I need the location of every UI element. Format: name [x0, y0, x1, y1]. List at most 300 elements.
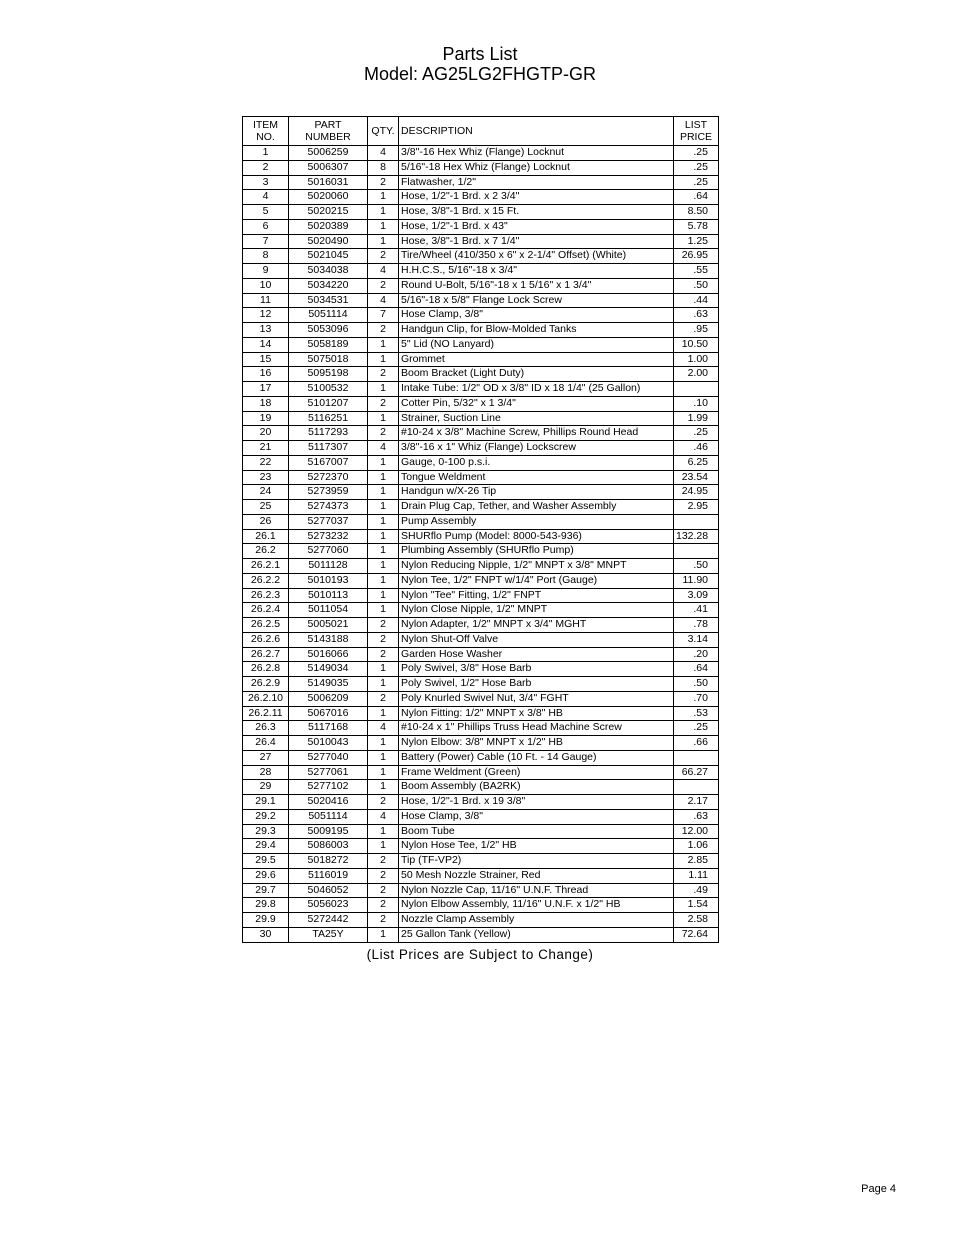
part-number-cell: 5100532: [289, 382, 368, 397]
qty-cell: 4: [368, 264, 399, 279]
qty-cell: 1: [368, 927, 399, 942]
table-row: [243, 883, 719, 898]
qty-cell: 1: [368, 352, 399, 367]
table-row: [243, 824, 719, 839]
list-price-cell: 3.09: [674, 588, 719, 603]
qty-cell: 2: [368, 618, 399, 633]
part-number-cell: 5075018: [289, 352, 368, 367]
item-no-cell: 29.3: [243, 824, 289, 839]
item-no-cell: 9: [243, 264, 289, 279]
list-price-cell: 3.14: [674, 632, 719, 647]
part-number-cell: 5117293: [289, 426, 368, 441]
list-price-cell: .25: [674, 146, 719, 161]
item-no-cell: 26.2.9: [243, 677, 289, 692]
item-no-cell: 30: [243, 927, 289, 942]
part-number-cell: 5053096: [289, 323, 368, 338]
description-cell: Hose, 1/2"-1 Brd. x 43": [399, 219, 674, 234]
price-disclaimer: (List Prices are Subject to Change): [366, 947, 594, 962]
qty-cell: 4: [368, 441, 399, 456]
item-no-cell: 26.2.5: [243, 618, 289, 633]
part-number-cell: 5016066: [289, 647, 368, 662]
description-cell: 3/8"-16 Hex Whiz (Flange) Locknut: [399, 146, 674, 161]
list-price-cell: .25: [674, 160, 719, 175]
description-cell: Nylon Shut-Off Valve: [399, 632, 674, 647]
list-price-cell: .66: [674, 736, 719, 751]
table-row: [243, 367, 719, 382]
table-row: [243, 854, 719, 869]
qty-cell: 2: [368, 913, 399, 928]
item-no-cell: 26.2: [243, 544, 289, 559]
part-number-cell: 5143188: [289, 632, 368, 647]
item-no-cell: 23: [243, 470, 289, 485]
list-price-cell: 10.50: [674, 337, 719, 352]
list-price-cell: .70: [674, 691, 719, 706]
qty-cell: 1: [368, 839, 399, 854]
qty-cell: 1: [368, 234, 399, 249]
qty-cell: 1: [368, 824, 399, 839]
qty-cell: 2: [368, 854, 399, 869]
description-cell: Drain Plug Cap, Tether, and Washer Assembly: [399, 500, 674, 515]
qty-cell: 1: [368, 677, 399, 692]
table-row: [243, 411, 719, 426]
page-title: Parts List: [442, 44, 518, 64]
description-cell: 3/8"-16 x 1" Whiz (Flange) Lockscrew: [399, 441, 674, 456]
description-cell: Boom Assembly (BA2RK): [399, 780, 674, 795]
part-number-cell: 5277102: [289, 780, 368, 795]
description-cell: 50 Mesh Nozzle Strainer, Red: [399, 868, 674, 883]
item-no-cell: 18: [243, 396, 289, 411]
qty-cell: 1: [368, 337, 399, 352]
table-row: [243, 455, 719, 470]
list-price-cell: 1.54: [674, 898, 719, 913]
header-list-price: LIST PRICE: [674, 117, 719, 146]
part-number-cell: 5011054: [289, 603, 368, 618]
description-cell: Frame Weldment (Green): [399, 765, 674, 780]
qty-cell: 1: [368, 455, 399, 470]
description-cell: 25 Gallon Tank (Yellow): [399, 927, 674, 942]
description-cell: #10-24 x 3/8" Machine Screw, Phillips Round Head: [399, 426, 674, 441]
item-no-cell: 29.9: [243, 913, 289, 928]
part-number-cell: 5273232: [289, 529, 368, 544]
table-row: [243, 308, 719, 323]
table-row: [243, 544, 719, 559]
table-row: [243, 780, 719, 795]
table-row: [243, 323, 719, 338]
description-cell: Nylon "Tee" Fitting, 1/2" FNPT: [399, 588, 674, 603]
item-no-cell: 17: [243, 382, 289, 397]
item-no-cell: 27: [243, 750, 289, 765]
table-row: [243, 632, 719, 647]
qty-cell: 2: [368, 691, 399, 706]
qty-cell: 1: [368, 485, 399, 500]
table-row: [243, 721, 719, 736]
table-row: [243, 529, 719, 544]
qty-cell: 1: [368, 736, 399, 751]
item-no-cell: 16: [243, 367, 289, 382]
description-cell: Nylon Close Nipple, 1/2" MNPT: [399, 603, 674, 618]
description-cell: Garden Hose Washer: [399, 647, 674, 662]
part-number-cell: 5277060: [289, 544, 368, 559]
description-cell: Poly Swivel, 3/8" Hose Barb: [399, 662, 674, 677]
description-cell: Tongue Weldment: [399, 470, 674, 485]
list-price-cell: .63: [674, 308, 719, 323]
description-cell: Boom Bracket (Light Duty): [399, 367, 674, 382]
item-no-cell: 26.3: [243, 721, 289, 736]
table-header-row: [243, 117, 719, 146]
part-number-cell: 5058189: [289, 337, 368, 352]
item-no-cell: 2: [243, 160, 289, 175]
list-price-cell: .10: [674, 396, 719, 411]
qty-cell: 1: [368, 514, 399, 529]
description-cell: Hose, 3/8"-1 Brd. x 15 Ft.: [399, 205, 674, 220]
part-number-cell: 5016031: [289, 175, 368, 190]
table-row: [243, 559, 719, 574]
part-number-cell: 5018272: [289, 854, 368, 869]
list-price-cell: 2.95: [674, 500, 719, 515]
description-cell: Hose, 3/8"-1 Brd. x 7 1/4": [399, 234, 674, 249]
table-row: [243, 647, 719, 662]
item-no-cell: 28: [243, 765, 289, 780]
table-row: [243, 706, 719, 721]
description-cell: Battery (Power) Cable (10 Ft. - 14 Gauge): [399, 750, 674, 765]
qty-cell: 4: [368, 293, 399, 308]
qty-cell: 2: [368, 396, 399, 411]
description-cell: Flatwasher, 1/2": [399, 175, 674, 190]
list-price-cell: 132.28: [674, 529, 719, 544]
part-number-cell: 5046052: [289, 883, 368, 898]
item-no-cell: 14: [243, 337, 289, 352]
part-number-cell: 5277040: [289, 750, 368, 765]
part-number-cell: 5021045: [289, 249, 368, 264]
table-row: [243, 205, 719, 220]
list-price-cell: .41: [674, 603, 719, 618]
list-price-cell: 1.06: [674, 839, 719, 854]
description-cell: Nozzle Clamp Assembly: [399, 913, 674, 928]
table-row: [243, 795, 719, 810]
list-price-cell: .50: [674, 677, 719, 692]
table-row: [243, 765, 719, 780]
table-row: [243, 736, 719, 751]
part-number-cell: 5010043: [289, 736, 368, 751]
list-price-cell: 66.27: [674, 765, 719, 780]
list-price-cell: 2.58: [674, 913, 719, 928]
list-price-cell: .78: [674, 618, 719, 633]
item-no-cell: 29: [243, 780, 289, 795]
part-number-cell: 5034220: [289, 278, 368, 293]
list-price-cell: [674, 780, 719, 795]
part-number-cell: 5095198: [289, 367, 368, 382]
part-number-cell: 5277061: [289, 765, 368, 780]
part-number-cell: 5051114: [289, 308, 368, 323]
qty-cell: 2: [368, 647, 399, 662]
title-block: [0, 44, 954, 84]
list-price-cell: [674, 514, 719, 529]
description-cell: Nylon Fitting: 1/2" MNPT x 3/8" HB: [399, 706, 674, 721]
qty-cell: 1: [368, 559, 399, 574]
table-row: [243, 514, 719, 529]
part-number-cell: 5010113: [289, 588, 368, 603]
list-price-cell: .20: [674, 647, 719, 662]
part-number-cell: 5011128: [289, 559, 368, 574]
qty-cell: 1: [368, 573, 399, 588]
table-row: [243, 396, 719, 411]
table-row: [243, 898, 719, 913]
list-price-cell: [674, 750, 719, 765]
list-price-cell: .55: [674, 264, 719, 279]
qty-cell: 1: [368, 780, 399, 795]
item-no-cell: 29.6: [243, 868, 289, 883]
item-no-cell: 26.4: [243, 736, 289, 751]
part-number-cell: 5273959: [289, 485, 368, 500]
list-price-cell: .46: [674, 441, 719, 456]
qty-cell: 2: [368, 632, 399, 647]
description-cell: Plumbing Assembly (SHURflo Pump): [399, 544, 674, 559]
description-cell: Nylon Nozzle Cap, 11/16" U.N.F. Thread: [399, 883, 674, 898]
description-cell: Round U-Bolt, 5/16"-18 x 1 5/16" x 1 3/4": [399, 278, 674, 293]
qty-cell: 1: [368, 706, 399, 721]
item-no-cell: 3: [243, 175, 289, 190]
item-no-cell: 26: [243, 514, 289, 529]
list-price-cell: 1.25: [674, 234, 719, 249]
description-cell: Poly Swivel, 1/2" Hose Barb: [399, 677, 674, 692]
page-number: Page 4: [861, 1183, 896, 1195]
list-price-cell: 2.85: [674, 854, 719, 869]
list-price-cell: [674, 544, 719, 559]
part-number-cell: 5149035: [289, 677, 368, 692]
description-cell: Strainer, Suction Line: [399, 411, 674, 426]
list-price-cell: .25: [674, 721, 719, 736]
item-no-cell: 26.2.11: [243, 706, 289, 721]
description-cell: Intake Tube: 1/2" OD x 3/8" ID x 18 1/4" (25 Gallon): [399, 382, 674, 397]
part-number-cell: 5272442: [289, 913, 368, 928]
item-no-cell: 29.5: [243, 854, 289, 869]
item-no-cell: 10: [243, 278, 289, 293]
item-no-cell: 8: [243, 249, 289, 264]
part-number-cell: 5034531: [289, 293, 368, 308]
part-number-cell: 5006259: [289, 146, 368, 161]
description-cell: Hose Clamp, 3/8": [399, 809, 674, 824]
table-row: [243, 337, 719, 352]
table-row: [243, 175, 719, 190]
description-cell: Nylon Elbow Assembly, 11/16" U.N.F. x 1/2" HB: [399, 898, 674, 913]
list-price-cell: 5.78: [674, 219, 719, 234]
list-price-cell: .64: [674, 190, 719, 205]
description-cell: Nylon Tee, 1/2" FNPT w/1/4" Port (Gauge): [399, 573, 674, 588]
table-row: [243, 219, 719, 234]
table-row: [243, 190, 719, 205]
description-cell: Nylon Reducing Nipple, 1/2" MNPT x 3/8" MNPT: [399, 559, 674, 574]
description-cell: 5/16"-18 Hex Whiz (Flange) Locknut: [399, 160, 674, 175]
qty-cell: 1: [368, 603, 399, 618]
qty-cell: 1: [368, 411, 399, 426]
header-description: DESCRIPTION: [399, 117, 674, 146]
table-row: [243, 677, 719, 692]
list-price-cell: 23.54: [674, 470, 719, 485]
table-row: [243, 160, 719, 175]
part-number-cell: 5020416: [289, 795, 368, 810]
list-price-cell: .49: [674, 883, 719, 898]
header-part-number: PART NUMBER: [289, 117, 368, 146]
table-row: [243, 618, 719, 633]
table-row: [243, 441, 719, 456]
qty-cell: 1: [368, 382, 399, 397]
qty-cell: 2: [368, 367, 399, 382]
qty-cell: 4: [368, 809, 399, 824]
description-cell: Poly Knurled Swivel Nut, 3/4" FGHT: [399, 691, 674, 706]
item-no-cell: 29.1: [243, 795, 289, 810]
part-number-cell: 5020490: [289, 234, 368, 249]
table-row: [243, 234, 719, 249]
item-no-cell: 11: [243, 293, 289, 308]
header-qty: QTY.: [368, 117, 399, 146]
description-cell: Nylon Elbow: 3/8" MNPT x 1/2" HB: [399, 736, 674, 751]
qty-cell: 1: [368, 500, 399, 515]
part-number-cell: 5020060: [289, 190, 368, 205]
list-price-cell: 1.99: [674, 411, 719, 426]
item-no-cell: 29.8: [243, 898, 289, 913]
qty-cell: 7: [368, 308, 399, 323]
item-no-cell: 12: [243, 308, 289, 323]
qty-cell: 4: [368, 721, 399, 736]
description-cell: SHURflo Pump (Model: 8000-543-936): [399, 529, 674, 544]
item-no-cell: 7: [243, 234, 289, 249]
item-no-cell: 1: [243, 146, 289, 161]
item-no-cell: 19: [243, 411, 289, 426]
table-row: [243, 278, 719, 293]
part-number-cell: 5051114: [289, 809, 368, 824]
part-number-cell: 5274373: [289, 500, 368, 515]
item-no-cell: 26.2.8: [243, 662, 289, 677]
qty-cell: 2: [368, 426, 399, 441]
table-row: [243, 927, 719, 942]
parts-table: [242, 116, 719, 943]
part-number-cell: 5117307: [289, 441, 368, 456]
part-number-cell: 5056023: [289, 898, 368, 913]
item-no-cell: 6: [243, 219, 289, 234]
table-row: [243, 426, 719, 441]
item-no-cell: 5: [243, 205, 289, 220]
item-no-cell: 15: [243, 352, 289, 367]
table-row: [243, 588, 719, 603]
list-price-cell: .44: [674, 293, 719, 308]
header-item-no: ITEM NO.: [243, 117, 289, 146]
table-row: [243, 662, 719, 677]
part-number-cell: 5067016: [289, 706, 368, 721]
table-row: [243, 573, 719, 588]
qty-cell: 2: [368, 795, 399, 810]
description-cell: Tire/Wheel (410/350 x 6" x 2-1/4" Offset) (White): [399, 249, 674, 264]
description-cell: 5" Lid (NO Lanyard): [399, 337, 674, 352]
item-no-cell: 29.4: [243, 839, 289, 854]
table-row: [243, 146, 719, 161]
item-no-cell: 22: [243, 455, 289, 470]
item-no-cell: 26.2.2: [243, 573, 289, 588]
list-price-cell: 72.64: [674, 927, 719, 942]
part-number-cell: 5116251: [289, 411, 368, 426]
description-cell: H.H.C.S., 5/16"-18 x 3/4": [399, 264, 674, 279]
description-cell: Handgun Clip, for Blow-Molded Tanks: [399, 323, 674, 338]
item-no-cell: 29.2: [243, 809, 289, 824]
part-number-cell: 5009195: [289, 824, 368, 839]
item-no-cell: 24: [243, 485, 289, 500]
qty-cell: 1: [368, 190, 399, 205]
list-price-cell: 11.90: [674, 573, 719, 588]
list-price-cell: 1.11: [674, 868, 719, 883]
table-row: [243, 691, 719, 706]
description-cell: Hose, 1/2"-1 Brd. x 19 3/8": [399, 795, 674, 810]
table-row: [243, 264, 719, 279]
qty-cell: 4: [368, 146, 399, 161]
part-number-cell: 5010193: [289, 573, 368, 588]
part-number-cell: 5149034: [289, 662, 368, 677]
model-subtitle: Model: AG25LG2FHGTP-GR: [363, 64, 597, 84]
description-cell: Pump Assembly: [399, 514, 674, 529]
description-cell: Boom Tube: [399, 824, 674, 839]
part-number-cell: 5006209: [289, 691, 368, 706]
table-row: [243, 500, 719, 515]
item-no-cell: 26.2.4: [243, 603, 289, 618]
description-cell: Nylon Adapter, 1/2" MNPT x 3/4" MGHT: [399, 618, 674, 633]
table-row: [243, 470, 719, 485]
table-row: [243, 293, 719, 308]
item-no-cell: 26.2.6: [243, 632, 289, 647]
list-price-cell: [674, 382, 719, 397]
qty-cell: 1: [368, 544, 399, 559]
description-cell: Gauge, 0-100 p.s.i.: [399, 455, 674, 470]
description-cell: Cotter Pin, 5/32" x 1 3/4": [399, 396, 674, 411]
description-cell: Hose, 1/2"-1 Brd. x 2 3/4": [399, 190, 674, 205]
qty-cell: 1: [368, 662, 399, 677]
item-no-cell: 26.2.1: [243, 559, 289, 574]
table-row: [243, 249, 719, 264]
list-price-cell: 24.95: [674, 485, 719, 500]
part-number-cell: TA25Y: [289, 927, 368, 942]
table-row: [243, 485, 719, 500]
list-price-cell: .50: [674, 278, 719, 293]
item-no-cell: 13: [243, 323, 289, 338]
item-no-cell: 26.2.3: [243, 588, 289, 603]
item-no-cell: 4: [243, 190, 289, 205]
description-cell: Handgun w/X-26 Tip: [399, 485, 674, 500]
item-no-cell: 26.2.7: [243, 647, 289, 662]
list-price-cell: 2.17: [674, 795, 719, 810]
qty-cell: 1: [368, 588, 399, 603]
table-row: [243, 913, 719, 928]
qty-cell: 2: [368, 175, 399, 190]
item-no-cell: 26.2.10: [243, 691, 289, 706]
list-price-cell: .64: [674, 662, 719, 677]
part-number-cell: 5086003: [289, 839, 368, 854]
qty-cell: 1: [368, 529, 399, 544]
part-number-cell: 5116019: [289, 868, 368, 883]
part-number-cell: 5005021: [289, 618, 368, 633]
qty-cell: 1: [368, 765, 399, 780]
qty-cell: 1: [368, 470, 399, 485]
table-row: [243, 603, 719, 618]
item-no-cell: 21: [243, 441, 289, 456]
list-price-cell: .95: [674, 323, 719, 338]
list-price-cell: 12.00: [674, 824, 719, 839]
description-cell: Hose Clamp, 3/8": [399, 308, 674, 323]
description-cell: Tip (TF-VP2): [399, 854, 674, 869]
part-number-cell: 5006307: [289, 160, 368, 175]
qty-cell: 1: [368, 205, 399, 220]
table-row: [243, 839, 719, 854]
list-price-cell: .53: [674, 706, 719, 721]
part-number-cell: 5167007: [289, 455, 368, 470]
list-price-cell: .25: [674, 426, 719, 441]
table-row: [243, 809, 719, 824]
